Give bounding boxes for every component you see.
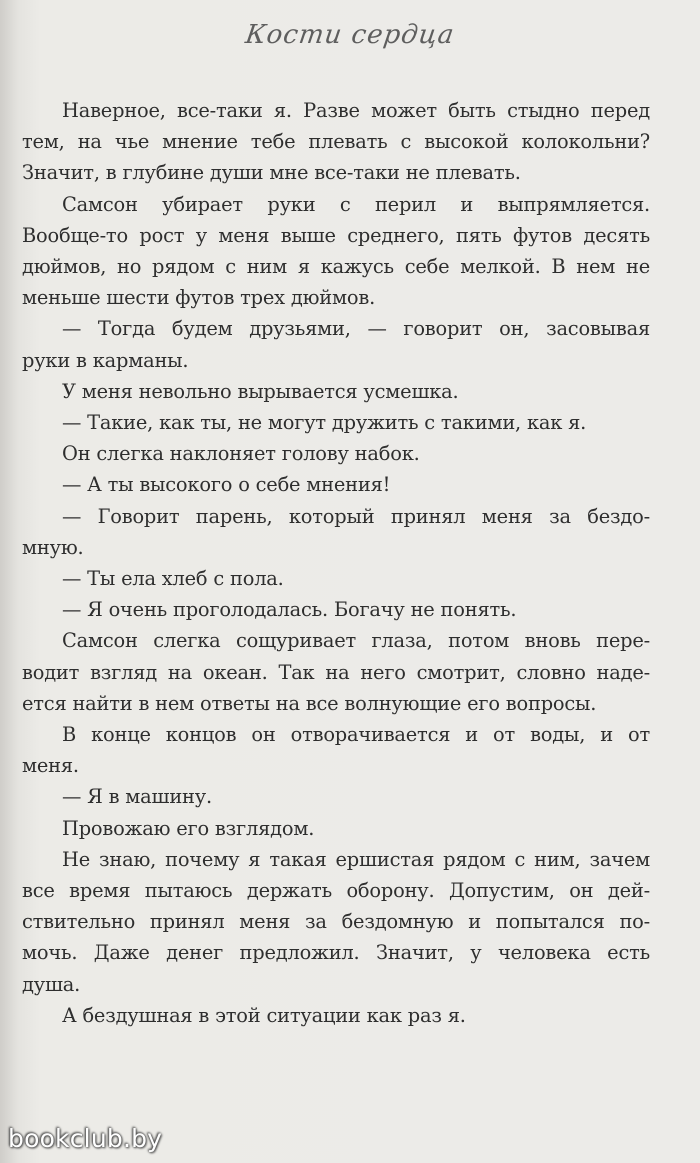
text-line: дюймов, но рядом с ним я кажусь себе мелкой. В нем не	[22, 255, 650, 279]
text-line: тем, на чье мнение тебе плевать с высокой колокольни?	[22, 130, 650, 154]
text-line: все время пытаюсь держать оборону. Допустим, он дей-	[22, 879, 650, 903]
text-line: — А ты высокого о себе мнения!	[62, 473, 391, 497]
text-line: Провожаю его взглядом.	[62, 816, 315, 840]
text-line: А бездушная в этой ситуации как раз я.	[62, 1003, 466, 1027]
text-line: — Ты ела хлеб с пола.	[62, 567, 284, 591]
text-line: — Я в машину.	[62, 785, 212, 809]
text-line: Вообще-то рост у меня выше среднего, пять футов десять	[22, 223, 650, 247]
text-line: душа.	[22, 972, 81, 996]
text-line: Не знаю, почему я такая ершистая рядом с ним, зачем	[62, 847, 650, 871]
text-line: ется найти в нем ответы на все волнующие его вопросы.	[22, 691, 597, 715]
text-line: Значит, в глубине души мне все-таки не плевать.	[22, 161, 521, 185]
text-line: мную.	[22, 535, 84, 559]
text-line: У меня невольно вырывается усмешка.	[62, 379, 459, 403]
text-line: — Я очень проголодалась. Богачу не понять.	[62, 598, 517, 622]
text-line: ствительно принял меня за бездомную и попытался по-	[22, 910, 650, 934]
text-line: руки в карманы.	[22, 348, 189, 372]
body-text	[22, 95, 650, 1031]
text-line: мочь. Даже денег предложил. Значит, у человека есть	[22, 941, 650, 965]
text-line: В конце концов он отворачивается и от воды, и от	[62, 723, 650, 747]
text-line: — Тогда будем друзьями, — говорит он, засовывая	[62, 317, 650, 341]
text-line: Наверное, все-таки я. Разве может быть стыдно перед	[62, 99, 650, 122]
text-line: меньше шести футов трех дюймов.	[22, 286, 376, 310]
text-line: меня.	[22, 754, 79, 778]
text-line: водит взгляд на океан. Так на него смотрит, словно наде-	[22, 660, 650, 684]
text-line: Самсон слегка сощуривает глаза, потом вновь пере-	[62, 629, 650, 653]
running-header: Кости сердца	[243, 20, 457, 50]
text-line: — Такие, как ты, не могут дружить с такими, как я.	[62, 411, 587, 435]
text-line: Он слегка наклоняет голову набок.	[62, 442, 420, 466]
text-line: — Говорит парень, который принял меня за бездо-	[62, 504, 650, 528]
site-watermark: bookclub.by	[8, 1124, 163, 1153]
text-line: Самсон убирает руки с перил и выпрямляется.	[62, 192, 650, 216]
